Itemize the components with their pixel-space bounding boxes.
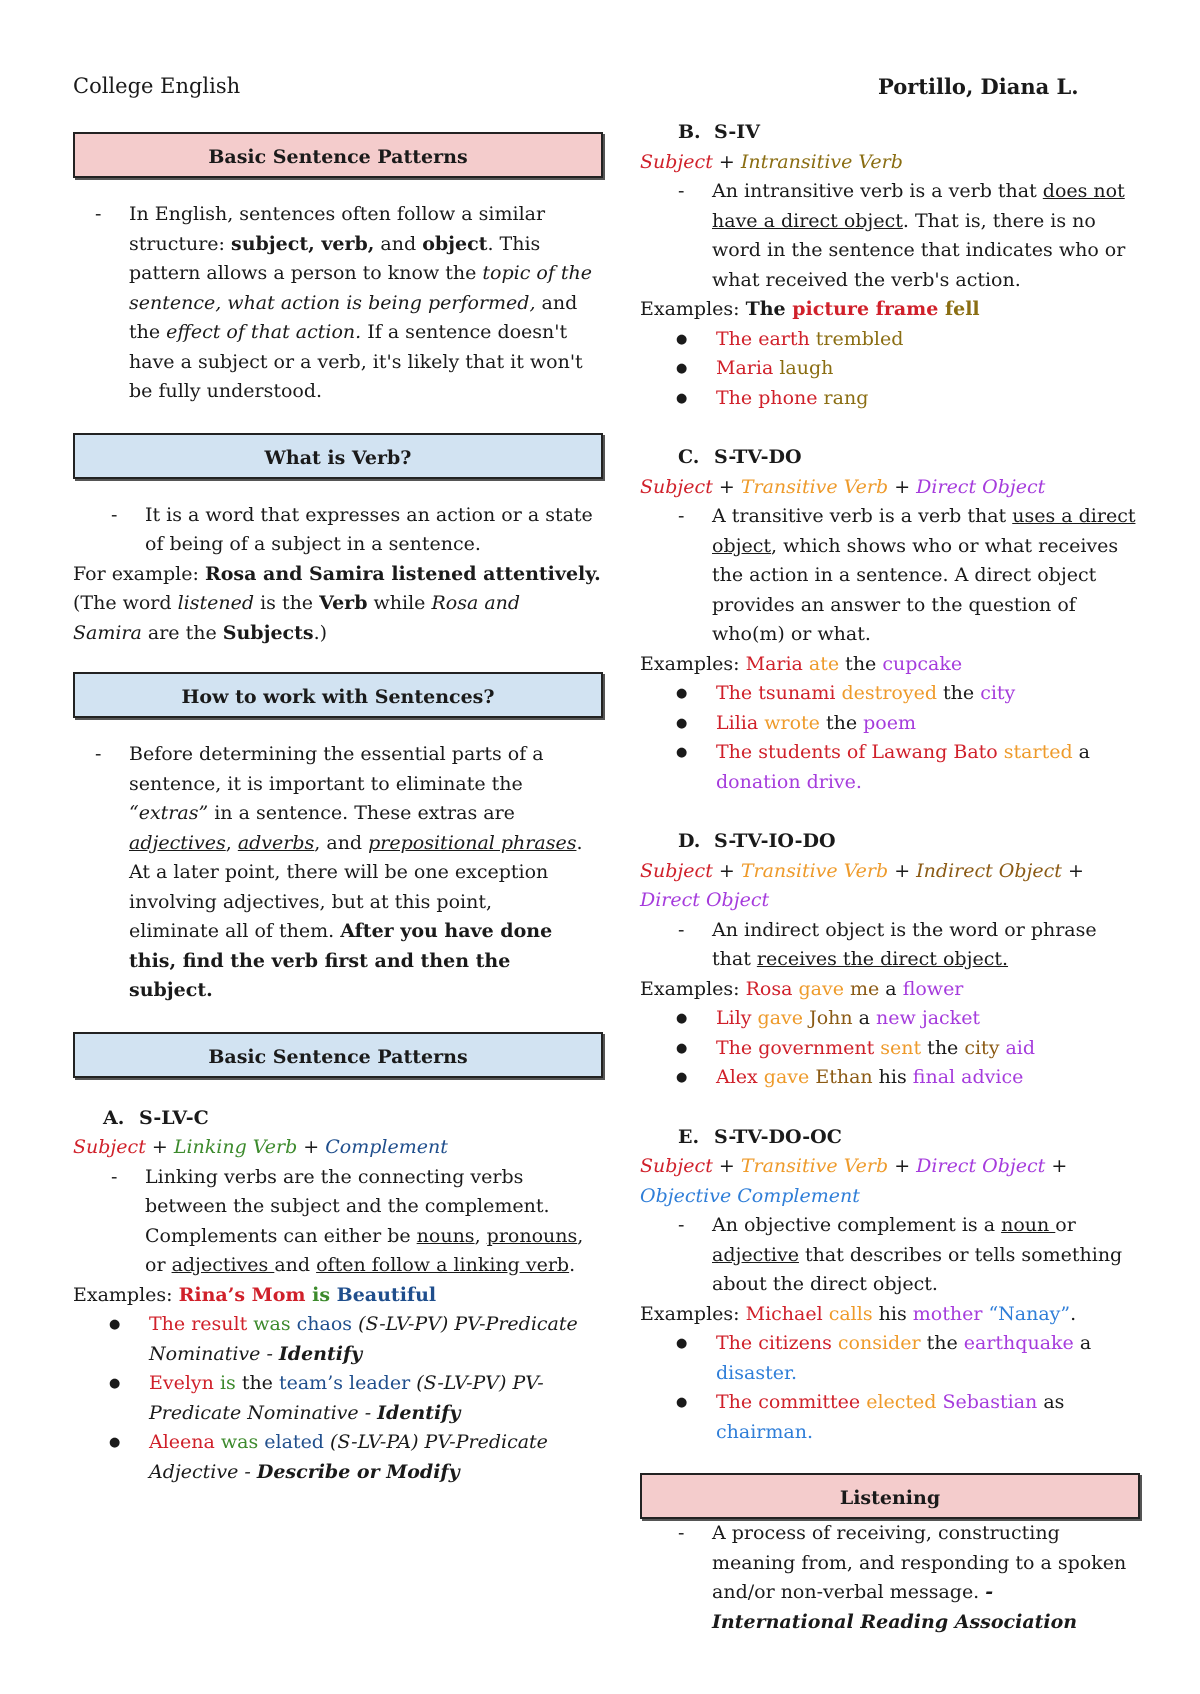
list-item: ● The result was chaos (S-LV-PV) PV-Predicate Nominative - Identify <box>73 1310 603 1369</box>
list-item: ● The students of Lawang Bato started a donation drive. <box>640 738 1140 797</box>
author-name: Portillo, Diana L. <box>878 74 1079 99</box>
list-item: ● The committee elected Sebastian as chairman. <box>640 1388 1140 1447</box>
intro-paragraph: - In English, sentences often follow a similar structure: subject, verb, and object. This pattern allows a person to know the topic of the sentence, what action is being performed, and the effect of that action. If a sentence doesn't have a subject or a verb, it's likely that it won't be fully understood. <box>95 203 593 402</box>
pattern-e-example: Examples: Michael calls his mother “Nanay”. <box>640 1302 1077 1325</box>
bullet-icon: ● <box>676 1070 688 1085</box>
pattern-a-formula: Subject + Linking Verb + Complement <box>73 1136 448 1158</box>
pattern-c-title: C. S-TV-DO <box>678 446 802 468</box>
pattern-a-title: A. S-LV-C <box>103 1106 209 1129</box>
bullet-icon: ● <box>676 331 688 347</box>
list-item: ● The tsunami destroyed the city <box>640 679 1140 709</box>
bullet-icon: ● <box>676 1011 688 1026</box>
bullet-icon: ● <box>676 686 688 701</box>
bullet-icon: ● <box>676 1040 688 1056</box>
section-box-basic-patterns: Basic Sentence Patterns <box>73 132 603 178</box>
section-box-how-to-work: How to work with Sentences? <box>73 672 603 718</box>
pattern-e-formula: Subject + Transitive Verb + Direct Object + Objective Complement <box>640 1155 1068 1207</box>
list-item: ● Lilia wrote the poem <box>640 709 1140 739</box>
section-box-what-is-verb: What is Verb? <box>73 433 603 479</box>
verb-example: For example: Rosa and Samira listened attentively. <box>73 562 601 585</box>
pattern-b-description: - An intransitive verb is a verb that does not have a direct object. That is, there is no word in the sentence that indicates who or what received the verb's action. <box>678 180 1126 291</box>
section-box-listening: Listening <box>640 1473 1140 1519</box>
right-column <box>640 118 1140 1637</box>
list-item: ● The government sent the city aid <box>640 1034 1140 1064</box>
list-item: ● The earth trembled <box>640 325 1140 355</box>
pattern-a-description: - Linking verbs are the connecting verbs between the subject and the complement. Complements can either be nouns, pronouns, or adjectives and often follow a linking verb. <box>111 1165 584 1276</box>
pattern-d-example: Examples: Rosa gave me a flower <box>640 977 964 1000</box>
bullet-icon: ● <box>676 715 688 731</box>
verb-definition: - It is a word that expresses an action or a state of being of a subject in a sentence. <box>111 503 593 555</box>
list-item: ● Alex gave Ethan his final advice <box>640 1063 1140 1093</box>
list-item: ● The phone rang <box>640 384 1140 414</box>
pattern-c-formula: Subject + Transitive Verb + Direct Object <box>640 475 1046 498</box>
bullet-icon: ● <box>109 1435 121 1450</box>
list-item: ● Lily gave John a new jacket <box>640 1004 1140 1034</box>
howto-paragraph: - Before determining the essential parts of a sentence, it is important to eliminate the “extras” in a sentence. These extras are adjectives, adverbs, and prepositional phrases. At a later point, there will be one exception involving adjectives, but at this point, eliminate all of them. After you have done this, find the verb first and then the subject. <box>95 743 583 1001</box>
bullet-icon: ● <box>676 1336 688 1351</box>
bullet-icon: ● <box>676 361 688 376</box>
bullet-icon: ● <box>109 1317 121 1332</box>
listening-definition: - A process of receiving, constructing meaning from, and responding to a spoken and/or non-verbal message. - International Reading Association <box>678 1522 1127 1633</box>
pattern-b-title: B. S-IV <box>678 121 760 143</box>
bullet-icon: ● <box>676 390 688 406</box>
pattern-b-formula: Subject + Intransitive Verb <box>640 150 903 173</box>
pattern-a-example: Examples: Rina’s Mom is Beautiful <box>73 1283 437 1306</box>
bullet-icon: ● <box>109 1376 121 1391</box>
bullet-icon: ● <box>676 745 688 760</box>
list-item: ● Maria laugh <box>640 354 1140 384</box>
pattern-c-description: - A transitive verb is a verb that uses a direct object, which shows who or what receives the action in a sentence. A direct object provides an answer to the question of who(m) or what. <box>678 505 1136 645</box>
pattern-c-example: Examples: Maria ate the cupcake <box>640 652 963 675</box>
section-box-basic-patterns-2: Basic Sentence Patterns <box>73 1032 603 1078</box>
course-title: College English <box>73 74 241 98</box>
pattern-e-title: E. S-TV-DO-OC <box>678 1125 842 1148</box>
list-item: ● Evelyn is the team’s leader (S-LV-PV) PV-Predicate Nominative - Identify <box>73 1369 603 1428</box>
pattern-e-description: - An objective complement is a noun or adjective that describes or tells something about the direct object. <box>678 1214 1123 1295</box>
pattern-d-title: D. S-TV-IO-DO <box>678 830 836 852</box>
list-item: ● The citizens consider the earthquake a disaster. <box>640 1329 1140 1388</box>
bullet-icon: ● <box>676 1395 688 1410</box>
list-item: ● Aleena was elated (S-LV-PA) PV-Predicate Adjective - Describe or Modify <box>73 1428 603 1487</box>
left-column <box>73 132 603 1487</box>
pattern-d-formula: Subject + Transitive Verb + Indirect Object + Direct Object <box>640 859 1084 911</box>
pattern-b-example: Examples: The picture frame fell <box>640 298 980 320</box>
verb-note: (The word listened is the Verb while Rosa and Samira are the Subjects.) <box>73 592 521 644</box>
pattern-d-description: - An indirect object is the word or phrase that receives the direct object. <box>678 918 1097 970</box>
